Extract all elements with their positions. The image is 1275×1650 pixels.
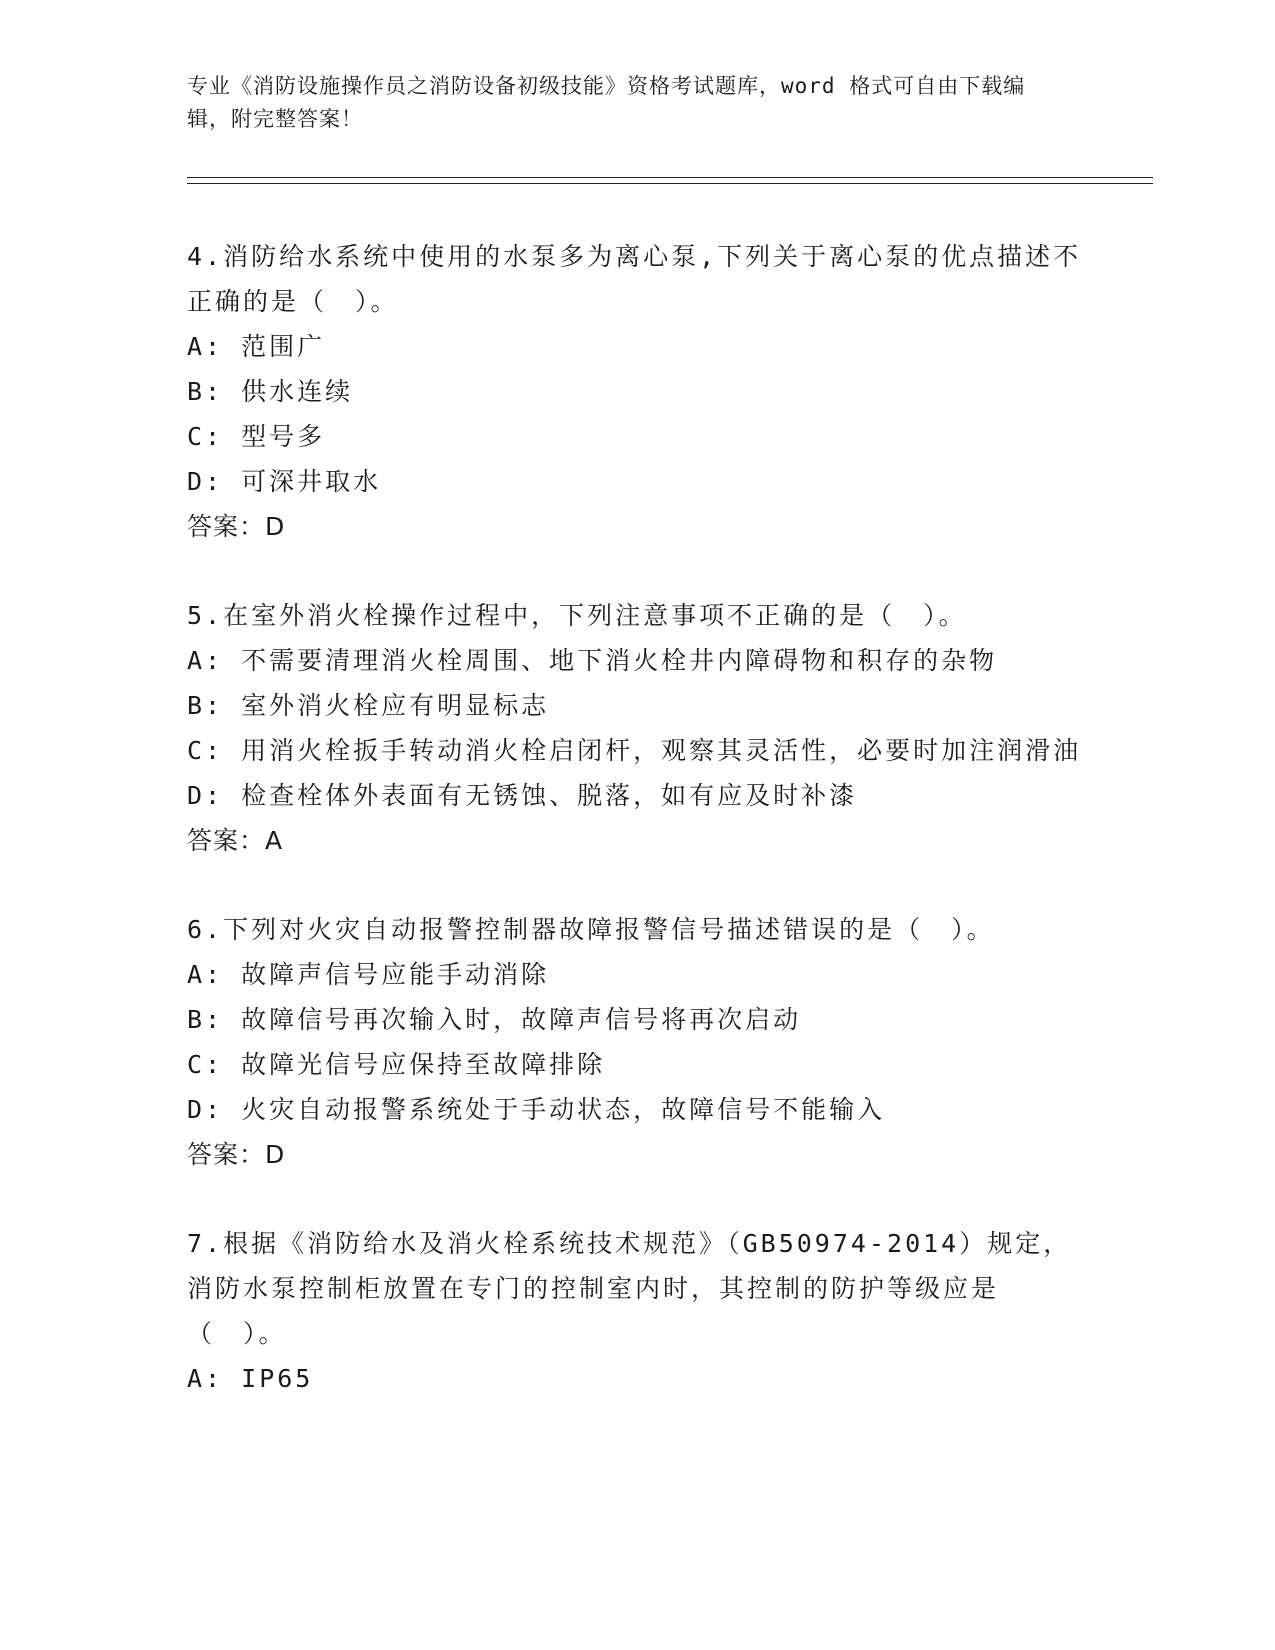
question-stem: 6.下列对火灾自动报警控制器故障报警信号描述错误的是（ ）。 xyxy=(187,915,995,944)
option-b: B: 故障信号再次输入时，故障声信号将再次启动 xyxy=(187,1005,802,1034)
option-a: A: 故障声信号应能手动消除 xyxy=(187,960,550,989)
header-divider-top xyxy=(187,177,1153,178)
question-list xyxy=(187,234,1087,1445)
question-6 xyxy=(187,907,1087,1177)
option-c: C: 型号多 xyxy=(187,422,326,451)
answer-label: 答案： xyxy=(187,1140,266,1169)
document-header xyxy=(187,70,1067,136)
question-stem: 5.在室外消火栓操作过程中，下列注意事项不正确的是（ ）。 xyxy=(187,601,967,630)
answer-label: 答案： xyxy=(187,826,266,855)
question-stem: 7.根据《消防给水及消火栓系统技术规范》（GB50974-2014）规定，消防水泵控制柜放置在专门的控制室内时，其控制的防护等级应是（ ）。 xyxy=(187,1229,1072,1348)
option-c: C: 故障光信号应保持至故障排除 xyxy=(187,1050,606,1079)
header-divider-bottom xyxy=(187,183,1153,184)
option-a: A: IP65 xyxy=(187,1364,314,1393)
option-b: B: 室外消火栓应有明显标志 xyxy=(187,691,550,720)
answer-line xyxy=(187,504,1087,549)
option-d: D: 火灾自动报警系统处于手动状态，故障信号不能输入 xyxy=(187,1095,886,1124)
answer-line xyxy=(187,1132,1087,1177)
question-7 xyxy=(187,1221,1087,1401)
answer-value: D xyxy=(265,1140,286,1169)
option-a: A: 范围广 xyxy=(187,332,326,361)
question-stem: 4.消防给水系统中使用的水泵多为离心泵,下列关于离心泵的优点描述不正确的是（ ）。 xyxy=(187,242,1082,316)
question-4 xyxy=(187,234,1087,549)
option-c: C: 用消火栓扳手转动消火栓启闭杆，观察其灵活性，必要时加注润滑油 xyxy=(187,736,1082,765)
answer-value: D xyxy=(265,512,286,541)
option-d: D: 检查栓体外表面有无锈蚀、脱落，如有应及时补漆 xyxy=(187,781,858,810)
answer-value: A xyxy=(265,826,284,855)
option-b: B: 供水连续 xyxy=(187,377,354,406)
answer-line xyxy=(187,818,1087,863)
option-d: D: 可深井取水 xyxy=(187,467,382,496)
answer-label: 答案： xyxy=(187,512,266,541)
option-a: A: 不需要清理消火栓周围、地下消火栓井内障碍物和积存的杂物 xyxy=(187,646,998,675)
question-5 xyxy=(187,593,1087,863)
header-text: 专业《消防设施操作员之消防设备初级技能》资格考试题库，word 格式可自由下载编辑，附完整答案！ xyxy=(187,74,1026,131)
